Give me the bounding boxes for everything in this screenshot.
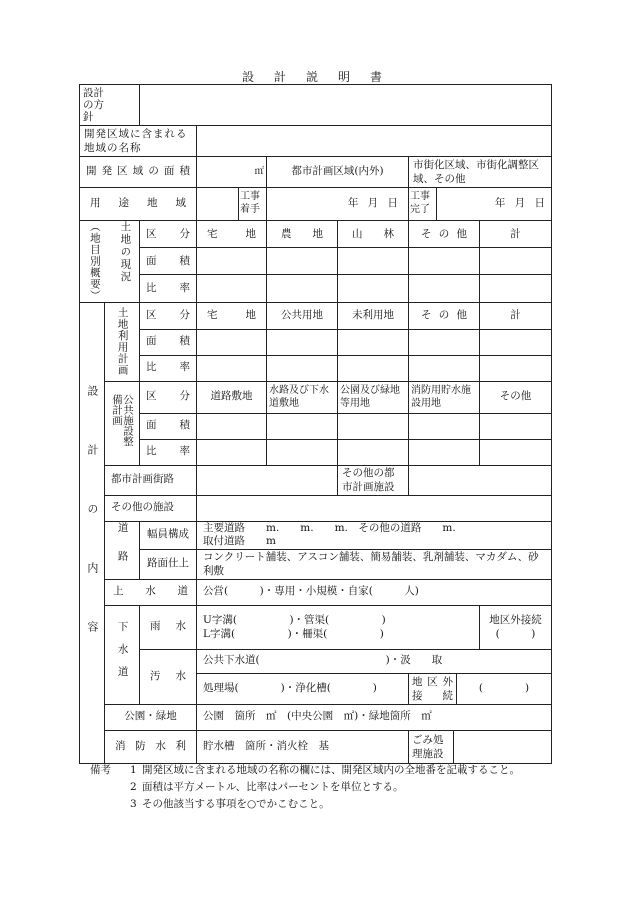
area-names-label: 開発区域に含まれる地域の名称: [80, 126, 197, 157]
land-status-header-farmland: 農地: [267, 221, 338, 248]
work-complete-label: 工事完了: [409, 188, 437, 220]
public-facilities-ratio-label: 比率: [140, 439, 197, 465]
land-use-header-other: その他: [409, 302, 480, 329]
sewer-label: 下水道: [105, 605, 140, 704]
city-roads-field[interactable]: [197, 465, 338, 495]
treatment-text: 処理場( )・浄化槽( ): [197, 673, 409, 704]
land-status-cell[interactable]: [197, 275, 267, 302]
land-use-cell[interactable]: [338, 329, 409, 355]
city-roads-row: [80, 465, 552, 495]
fire-water-text: 貯水槽 箇所・消火栓 基: [197, 730, 409, 763]
land-use-header-unused: 未利用地: [338, 302, 409, 329]
area-size-row: [80, 157, 552, 188]
sewer-rain-options: [197, 605, 480, 649]
other-facilities-row: [80, 495, 552, 521]
public-facilities-ratio-row: [80, 439, 552, 465]
land-status-area-row: [80, 248, 552, 275]
public-facilities-cell[interactable]: [409, 413, 480, 439]
public-facilities-label: 公共施設整備計画: [105, 381, 140, 465]
usage-row: [80, 188, 552, 221]
land-use-cell[interactable]: [409, 355, 480, 381]
public-facilities-header-fire: 消防用貯水施設用地: [409, 381, 480, 413]
public-sewer-text: 公共下水道( )・汲 取: [197, 649, 552, 673]
land-use-cell[interactable]: [480, 329, 552, 355]
public-facilities-header-road: 道路敷地: [197, 381, 267, 413]
public-facilities-cell[interactable]: [409, 439, 480, 465]
other-city-facilities-label: その他の都市計画施設: [338, 465, 409, 495]
public-facilities-cell[interactable]: [267, 413, 338, 439]
note-text: 面積は平方メートル、比率はパーセントを単位とする。: [142, 781, 404, 793]
public-facilities-area-label: 面積: [140, 413, 197, 439]
land-status-header-row: [80, 221, 552, 248]
road-surface-options: コンクリート舗装、アスコン舗装、簡易舗装、乳剤舗装、マカダム、砂利敷: [197, 549, 552, 579]
land-use-header-total: 計: [480, 302, 552, 329]
public-facilities-header-park: 公園及び緑地等用地: [338, 381, 409, 413]
notes-label: 備考: [90, 764, 111, 776]
usage-field[interactable]: [197, 188, 267, 221]
public-facilities-cell[interactable]: [338, 413, 409, 439]
road-width-label: 幅員構成: [140, 521, 197, 549]
design-policy-row: [80, 85, 552, 126]
land-use-header-row: [80, 302, 552, 329]
land-status-cell[interactable]: [267, 248, 338, 275]
land-use-area-label: 面積: [140, 329, 197, 355]
land-status-area-label: 面積: [140, 248, 197, 275]
land-use-ratio-label: 比率: [140, 355, 197, 381]
public-facilities-cell[interactable]: [480, 413, 552, 439]
note-item: [90, 796, 560, 813]
land-use-cell[interactable]: [409, 329, 480, 355]
sewer-outside2-cell: [409, 673, 552, 704]
sewer-waste-row-1: [80, 649, 552, 673]
land-use-cell[interactable]: [267, 355, 338, 381]
land-use-area-row: [80, 329, 552, 355]
public-facilities-header-category: 区分: [140, 381, 197, 413]
land-status-cell[interactable]: [480, 275, 552, 302]
land-use-ratio-row: [80, 355, 552, 381]
fire-water-label: 消防水利: [105, 730, 197, 763]
land-status-cell[interactable]: [480, 248, 552, 275]
work-start-label: 工事着手: [238, 188, 266, 220]
land-status-header-category: 区分: [140, 221, 197, 248]
access-road-text: 取付道路 m: [203, 535, 276, 547]
sewer-rain-l: L字溝( )・柵渠( ): [203, 628, 384, 640]
land-use-header-category: 区分: [140, 302, 197, 329]
outside-connection-blank[interactable]: ( ): [478, 681, 530, 694]
other-city-facilities-field[interactable]: [409, 465, 552, 495]
planning-zone: 都市計画区域(内外): [267, 157, 409, 188]
design-content-label: 設計の内容: [80, 302, 105, 763]
land-status-ratio-row: [80, 275, 552, 302]
main-road-text: 主要道路 m. m. m. その他の道路 m.: [203, 522, 456, 534]
land-status-cell[interactable]: [197, 248, 267, 275]
public-facilities-header-other: その他: [480, 381, 552, 413]
land-status-cell[interactable]: [409, 248, 480, 275]
area-size-unit: ㎡: [197, 157, 267, 188]
work-complete-cell: [409, 188, 552, 221]
land-use-header-residential: 宅地: [197, 302, 267, 329]
sewer-rain-u: U字溝( )・管渠( ): [203, 614, 386, 626]
notes: [90, 762, 560, 813]
land-status-ratio-label: 比率: [140, 275, 197, 302]
sewer-rain-label: 雨水: [140, 605, 197, 649]
sewer-rain-outside: 地区外接続( ): [480, 605, 552, 649]
document-title: 設計説明書: [241, 70, 402, 84]
land-status-cell[interactable]: [338, 275, 409, 302]
land-status-header-total: 計: [480, 221, 552, 248]
note-item: [90, 762, 560, 779]
usage-label: 用途地域: [80, 188, 197, 221]
note-text: 開発区域に含まれる地域の名称の欄には、開発区域内の全地番を記載すること。: [142, 764, 520, 776]
design-policy-label: 設計の方針: [80, 85, 140, 126]
road-width-row: [80, 521, 552, 549]
land-status-cell[interactable]: [409, 275, 480, 302]
work-complete-date[interactable]: 年 月 日: [494, 197, 546, 210]
public-facilities-area-row: [80, 413, 552, 439]
parks-label: 公園・緑地: [105, 704, 197, 730]
water-supply-options: 公営( )・専用・小規模・自家( 人): [197, 579, 552, 605]
road-label: 道路: [105, 521, 140, 579]
land-use-label: 土地利用計画: [105, 302, 140, 381]
note-number: 3: [130, 798, 137, 810]
road-width-field[interactable]: [197, 521, 552, 549]
garbage-label: ごみ処理施設: [409, 731, 454, 763]
city-roads-label: 都市計画街路: [105, 465, 197, 495]
public-facilities-cell[interactable]: [267, 439, 338, 465]
work-start-date[interactable]: 年 月 日: [267, 188, 409, 221]
road-surface-row: [80, 549, 552, 579]
design-policy-field[interactable]: [140, 85, 552, 126]
public-facilities-cell[interactable]: [197, 439, 267, 465]
public-facilities-header-waterway: 水路及び下水道敷地: [267, 381, 338, 413]
land-use-cell[interactable]: [197, 355, 267, 381]
land-use-header-public: 公共用地: [267, 302, 338, 329]
note-number: 2: [130, 781, 137, 793]
public-facilities-cell[interactable]: [197, 413, 267, 439]
land-status-header-other: その他: [409, 221, 480, 248]
design-description-form: [79, 84, 552, 764]
note-item: [90, 779, 560, 796]
land-use-cell[interactable]: [197, 329, 267, 355]
public-facilities-header-row: [80, 381, 552, 413]
land-status-cell[interactable]: [338, 248, 409, 275]
land-use-cell[interactable]: [338, 355, 409, 381]
other-facilities-label: その他の施設: [105, 495, 197, 521]
fire-water-row: [80, 730, 552, 763]
zone-types: 市街化区域、市街化調整区域、その他: [409, 157, 552, 188]
land-status-label: （地目別概要） 土地の現況: [80, 221, 140, 303]
outside-connection-label: 地区外接続: [409, 674, 457, 704]
sewer-rain-row: [80, 605, 552, 649]
land-status-header-residential: 宅地: [197, 221, 267, 248]
land-status-cell[interactable]: [267, 275, 338, 302]
land-use-cell[interactable]: [480, 355, 552, 381]
parks-text: 公園 箇所 ㎡ (中央公園 ㎡)・緑地箇所 ㎡: [197, 704, 552, 730]
water-supply-label: 上水道: [105, 579, 197, 605]
land-status-header-forest: 山林: [338, 221, 409, 248]
public-facilities-cell[interactable]: [480, 439, 552, 465]
sewer-waste-label: 汚水: [140, 649, 197, 704]
public-facilities-cell[interactable]: [338, 439, 409, 465]
garbage-cell: [409, 730, 552, 763]
other-facilities-field[interactable]: [197, 495, 552, 521]
area-names-row: [80, 126, 552, 157]
note-text: その他該当する事項を○でかこむこと。: [142, 798, 330, 810]
note-number: 1: [130, 764, 137, 776]
road-surface-label: 路面仕上: [140, 549, 197, 579]
area-size-label: 開発区域の面積: [80, 157, 197, 188]
area-names-field[interactable]: [197, 126, 552, 157]
land-use-cell[interactable]: [267, 329, 338, 355]
water-supply-row: [80, 579, 552, 605]
garbage-field[interactable]: [454, 731, 551, 763]
parks-row: [80, 704, 552, 730]
